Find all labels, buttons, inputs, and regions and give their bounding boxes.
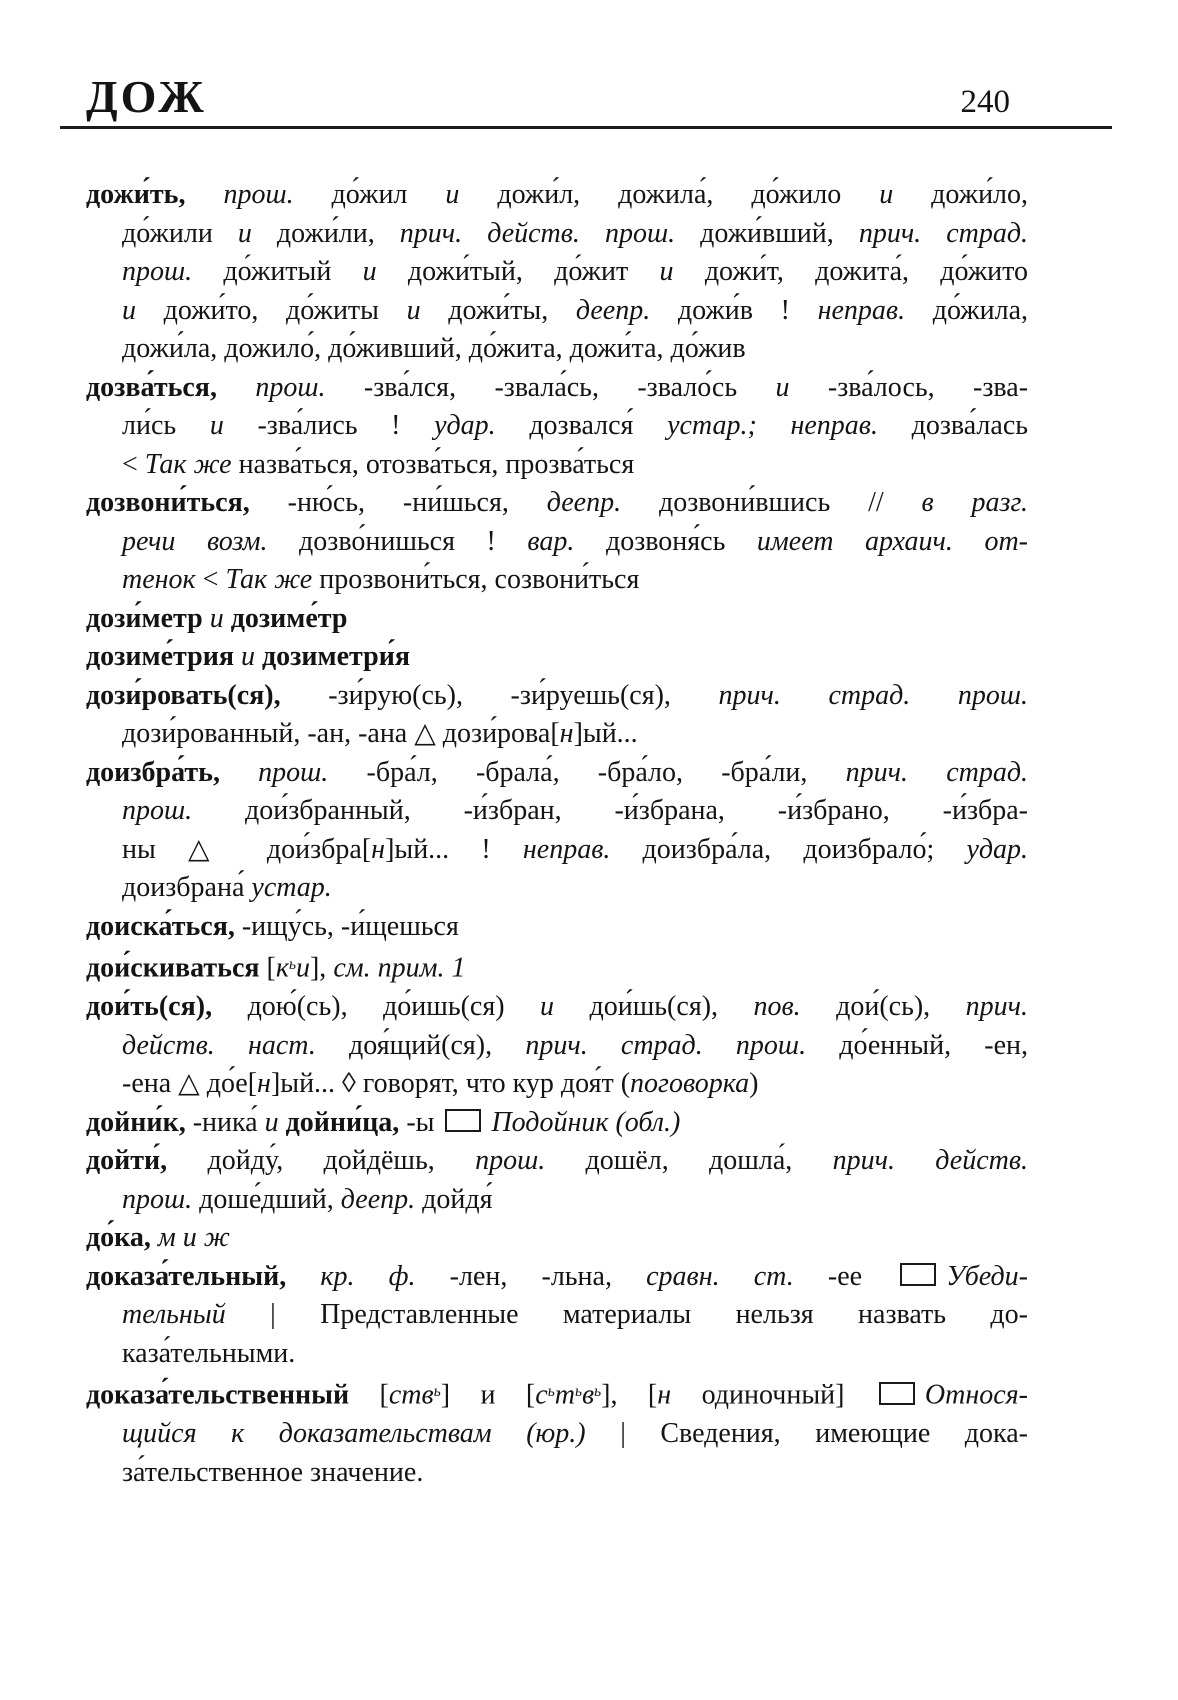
text-run: ь: [433, 1383, 441, 1401]
entry-line: [86, 407, 1028, 446]
text-run: Подойник (обл.): [491, 1106, 681, 1138]
entry-line: [86, 1373, 1028, 1415]
text-run: доказа́тельный,: [86, 1260, 321, 1292]
text-run: дозвони́вшись //: [658, 487, 922, 518]
entry-line: [86, 908, 1028, 947]
text-run: и: [209, 602, 231, 634]
text-run: и: [406, 294, 449, 326]
text-run: до́енный, -ен,: [839, 1029, 1029, 1061]
text-run: дожи́т, дожита́, до́жито: [704, 256, 1029, 287]
text-run: поговорка: [630, 1068, 750, 1100]
entry-line: [86, 253, 1028, 292]
text-run: дойни́к,: [86, 1106, 193, 1138]
text-run: дозво́нишься !: [299, 525, 528, 557]
entry-line: [86, 446, 1028, 485]
text-run: см. прим. 1: [333, 952, 466, 984]
rectangle-symbol: [900, 1263, 936, 1286]
text-run: доизбра́ть,: [86, 756, 259, 788]
text-run: ]ый... ◊ говорят, что кур доя́т (: [270, 1068, 631, 1100]
text-run: н: [371, 833, 386, 865]
text-run: дойду́, дойдёшь,: [207, 1145, 476, 1177]
dictionary-entry: [86, 988, 1028, 1104]
text-run: ],: [309, 952, 334, 984]
text-run: Убеди-: [946, 1260, 1028, 1292]
text-run: дозвоня́сь: [605, 525, 757, 557]
text-run: и: [362, 256, 408, 287]
text-run: и: [295, 952, 310, 984]
text-run: дозвался́: [529, 410, 668, 441]
text-run: деепр.: [340, 1183, 423, 1215]
text-run: дойни́ца,: [285, 1106, 407, 1138]
text-run: дожи́ты,: [448, 294, 576, 326]
text-run: Так же: [225, 564, 320, 595]
entry-line: [86, 869, 1028, 908]
text-run: дойдя́: [422, 1183, 493, 1215]
text-run: и: [879, 179, 932, 210]
text-run: сравн. ст.: [646, 1260, 828, 1292]
entry-line: [86, 677, 1028, 716]
text-run: вар.: [527, 525, 606, 557]
text-run: неправ.: [522, 833, 643, 865]
text-run: прич. страд.: [858, 217, 1029, 249]
entry-line: [86, 600, 1028, 639]
text-run: до́ка,: [86, 1222, 158, 1254]
text-run: дозиметри́я: [262, 641, 410, 672]
text-run: н: [559, 718, 574, 749]
text-run: доиска́ться,: [86, 910, 242, 942]
rectangle-symbol: [445, 1109, 481, 1132]
text-run: речи возм.: [122, 525, 300, 557]
text-run: дои́скиваться: [86, 952, 267, 984]
text-run: дози́рованный, -ан, -ана △ дози́рова[: [122, 718, 560, 749]
entry-line: [86, 523, 1028, 562]
entry-line: [86, 831, 1028, 870]
text-run: ] и [: [440, 1379, 536, 1411]
text-run: -лен, -льна,: [449, 1260, 647, 1292]
text-run: дозвони́ться,: [86, 487, 288, 518]
text-run: тенок: [122, 564, 203, 595]
text-run: кр. ф.: [320, 1260, 450, 1292]
text-run: и: [775, 371, 828, 403]
text-run: ь: [574, 1383, 582, 1401]
text-run: дозиме́трия: [86, 641, 241, 672]
text-run: прош.: [475, 1145, 586, 1177]
text-run: доизбрана́: [122, 872, 252, 903]
dictionary-entry: [86, 369, 1028, 485]
text-run: доказа́тельственный: [86, 1379, 380, 1411]
text-run: ): [749, 1068, 759, 1100]
entry-line: [86, 330, 1028, 369]
entry-line: [86, 1027, 1028, 1066]
text-run: устар.; неправ.: [667, 410, 912, 441]
text-run: прош.: [122, 1183, 200, 1215]
dictionary-entry: [86, 638, 1028, 677]
text-run: прич.: [965, 991, 1029, 1023]
text-run: ]ый... !: [385, 833, 523, 865]
text-run: | Представленные материалы нельзя назвать до-: [270, 1299, 1028, 1331]
dictionary-entry: [86, 1373, 1028, 1492]
text-run: щийся к доказательствам (юр.): [122, 1418, 621, 1450]
text-run: назва́ться, отозва́ться, прозва́ться: [238, 448, 635, 480]
page-number: 240: [960, 84, 1010, 120]
text-run: и: [540, 991, 590, 1023]
dictionary-entry: [86, 946, 1028, 988]
entry-line: [86, 1454, 1028, 1493]
text-run: -зва́лся, -звала́сь, -звало́сь: [363, 371, 776, 403]
text-run: и: [209, 410, 258, 441]
text-run: и: [241, 641, 262, 672]
text-run: дожи́ть,: [86, 179, 224, 210]
text-run: дозиме́тр: [230, 602, 348, 634]
text-run: и: [445, 179, 498, 210]
text-run: с: [535, 1379, 548, 1411]
entry-line: [86, 1258, 1028, 1297]
text-run: ь: [288, 956, 296, 973]
text-run: дози́ровать(ся),: [86, 679, 329, 711]
text-run: т: [554, 1379, 575, 1411]
text-run: дозва́лась: [911, 410, 1029, 441]
entry-line: [86, 715, 1028, 754]
text-run: устар.: [251, 872, 332, 903]
text-run: ли́сь: [122, 410, 210, 441]
rectangle-symbol: [879, 1382, 915, 1405]
text-run: -зва́лись !: [257, 410, 435, 441]
text-run: дои́(сь),: [836, 991, 966, 1023]
dictionary-entry: [86, 754, 1028, 908]
dictionary-entry: [86, 908, 1028, 947]
text-run: <: [202, 564, 226, 595]
text-run: прич. действ. прош.: [399, 217, 701, 249]
text-run: -зи́рую(сь), -зи́руешь(ся),: [328, 679, 719, 711]
text-run: дожи́в !: [677, 294, 818, 326]
text-run: прош.: [258, 756, 367, 788]
text-run: и: [264, 1106, 286, 1138]
text-run: ны △ дои́збра[: [122, 833, 372, 865]
text-run: ], [: [601, 1379, 658, 1411]
text-run: н: [257, 1068, 271, 1100]
text-run: дои́шь(ся),: [589, 991, 754, 1023]
text-run: дои́збранный, -и́збран, -и́збрана, -и́збрано, -и́збра-: [245, 795, 1029, 826]
text-run: дожи́ла, дожило́, до́живший, до́жита, дожи́та, до́жив: [122, 333, 746, 364]
text-run: прош.: [122, 256, 224, 287]
text-run: ]ый...: [573, 718, 638, 749]
text-run: Так же: [144, 448, 239, 480]
text-run: прич. действ.: [832, 1145, 1029, 1177]
dictionary-entry: [86, 484, 1028, 600]
text-run: -ника́: [192, 1106, 265, 1138]
text-run: до́житый: [223, 256, 363, 287]
text-run: дожи́то, до́житы: [163, 294, 407, 326]
text-run: доизбра́ла, доизбрало́;: [642, 833, 967, 865]
entry-line: [86, 988, 1028, 1027]
text-run: -ее: [827, 1260, 897, 1292]
text-run: дойти́,: [86, 1145, 208, 1177]
dictionary-entry: [86, 1142, 1028, 1219]
text-run: до́жила,: [932, 294, 1028, 326]
dictionary-entry: [86, 1219, 1028, 1258]
entry-line: [86, 1296, 1028, 1335]
text-run: неправ.: [817, 294, 933, 326]
text-run: в разг.: [921, 487, 1029, 518]
text-run: прич. страд. прош.: [525, 1029, 840, 1061]
text-run: дожи́ли,: [276, 217, 400, 249]
text-run: ств: [388, 1379, 434, 1411]
text-run: [: [379, 1379, 389, 1411]
text-run: дою́(сь), до́ишь(ся): [247, 991, 541, 1023]
entry-line: [86, 292, 1028, 331]
dictionary-entry: [86, 677, 1028, 754]
entries: [0, 176, 1178, 1492]
entry-line: [86, 638, 1028, 677]
text-run: <: [122, 448, 145, 480]
text-run: прош.: [122, 795, 245, 826]
text-run: пов.: [753, 991, 837, 1023]
text-run: -ена △ до́е[: [122, 1068, 258, 1100]
text-run: прош.: [223, 179, 332, 210]
text-run: дожи́вший,: [700, 217, 859, 249]
text-run: и: [659, 256, 705, 287]
entry-line: [86, 215, 1028, 254]
entry-line: [86, 1335, 1028, 1374]
text-run: -ню́сь, -ни́шься,: [287, 487, 547, 518]
catchword: ДОЖ: [86, 71, 207, 122]
text-run: -ы: [406, 1106, 442, 1138]
text-run: ь: [547, 1383, 555, 1401]
entry-line: [86, 1415, 1028, 1454]
text-run: и: [237, 217, 277, 249]
text-run: прич. страд.: [845, 756, 1029, 788]
text-run: удар.: [434, 410, 530, 441]
dictionary-entry: [86, 1258, 1028, 1374]
text-run: прош.: [255, 371, 364, 403]
text-run: в: [581, 1379, 595, 1411]
dictionary-entry: [86, 176, 1028, 369]
text-run: [: [266, 952, 276, 984]
text-run: Относя-: [924, 1379, 1029, 1411]
text-run: дозва́ться,: [86, 371, 256, 403]
text-run: дожи́л, дожила́, до́жило: [497, 179, 880, 210]
text-run: ь: [594, 1383, 602, 1401]
header-rule: [60, 126, 1112, 129]
text-run: за́тельственное значение.: [122, 1456, 424, 1488]
entry-line: [86, 484, 1028, 523]
entry-line: [86, 1104, 1028, 1143]
text-run: доя́щий(ся),: [349, 1029, 526, 1061]
text-run: тельный: [122, 1299, 271, 1331]
dictionary-entry: [86, 600, 1028, 639]
page-header: [0, 0, 1178, 120]
text-run: деепр.: [546, 487, 659, 518]
text-run: дожи́тый, до́жит: [407, 256, 660, 287]
entry-line: [86, 561, 1028, 600]
text-run: и: [122, 294, 164, 326]
text-run: до́жили: [122, 217, 238, 249]
text-run: имеет архаич. от-: [756, 525, 1028, 557]
text-run: удар.: [966, 833, 1028, 865]
entry-line: [86, 176, 1028, 215]
text-run: | Сведения, имеющие дока-: [620, 1418, 1028, 1450]
text-run: одиночный]: [671, 1379, 875, 1411]
text-run: прич. страд. прош.: [718, 679, 1028, 711]
text-run: каза́тельными.: [122, 1337, 296, 1369]
entry-line: [86, 1181, 1028, 1220]
entry-line: [86, 754, 1028, 793]
text-run: м и ж: [157, 1222, 230, 1254]
entry-line: [86, 369, 1028, 408]
text-run: деепр.: [575, 294, 678, 326]
text-run: дожи́ло,: [931, 179, 1029, 210]
text-run: дошёл, дошла́,: [585, 1145, 833, 1177]
text-run: -бра́л, -брала́, -бра́ло, -бра́ли,: [366, 756, 846, 788]
text-run: доше́дший,: [199, 1183, 341, 1215]
text-run: прозвони́ться, созвони́ться: [319, 564, 640, 595]
text-run: действ. наст.: [122, 1029, 350, 1061]
entry-line: [86, 792, 1028, 831]
text-run: -ищу́сь, -и́щешься: [241, 910, 459, 942]
text-run: н: [657, 1379, 672, 1411]
entry-line: [86, 1142, 1028, 1181]
entry-line: [86, 1065, 1028, 1104]
text-run: до́жил: [331, 179, 446, 210]
entry-line: [86, 946, 1028, 988]
text-run: дои́ть(ся),: [86, 991, 248, 1023]
text-run: -зва́лось, -зва-: [827, 371, 1029, 403]
text-run: к: [275, 952, 289, 984]
dictionary-entry: [86, 1104, 1028, 1143]
entry-line: [86, 1219, 1028, 1258]
text-run: дози́метр: [86, 602, 210, 634]
